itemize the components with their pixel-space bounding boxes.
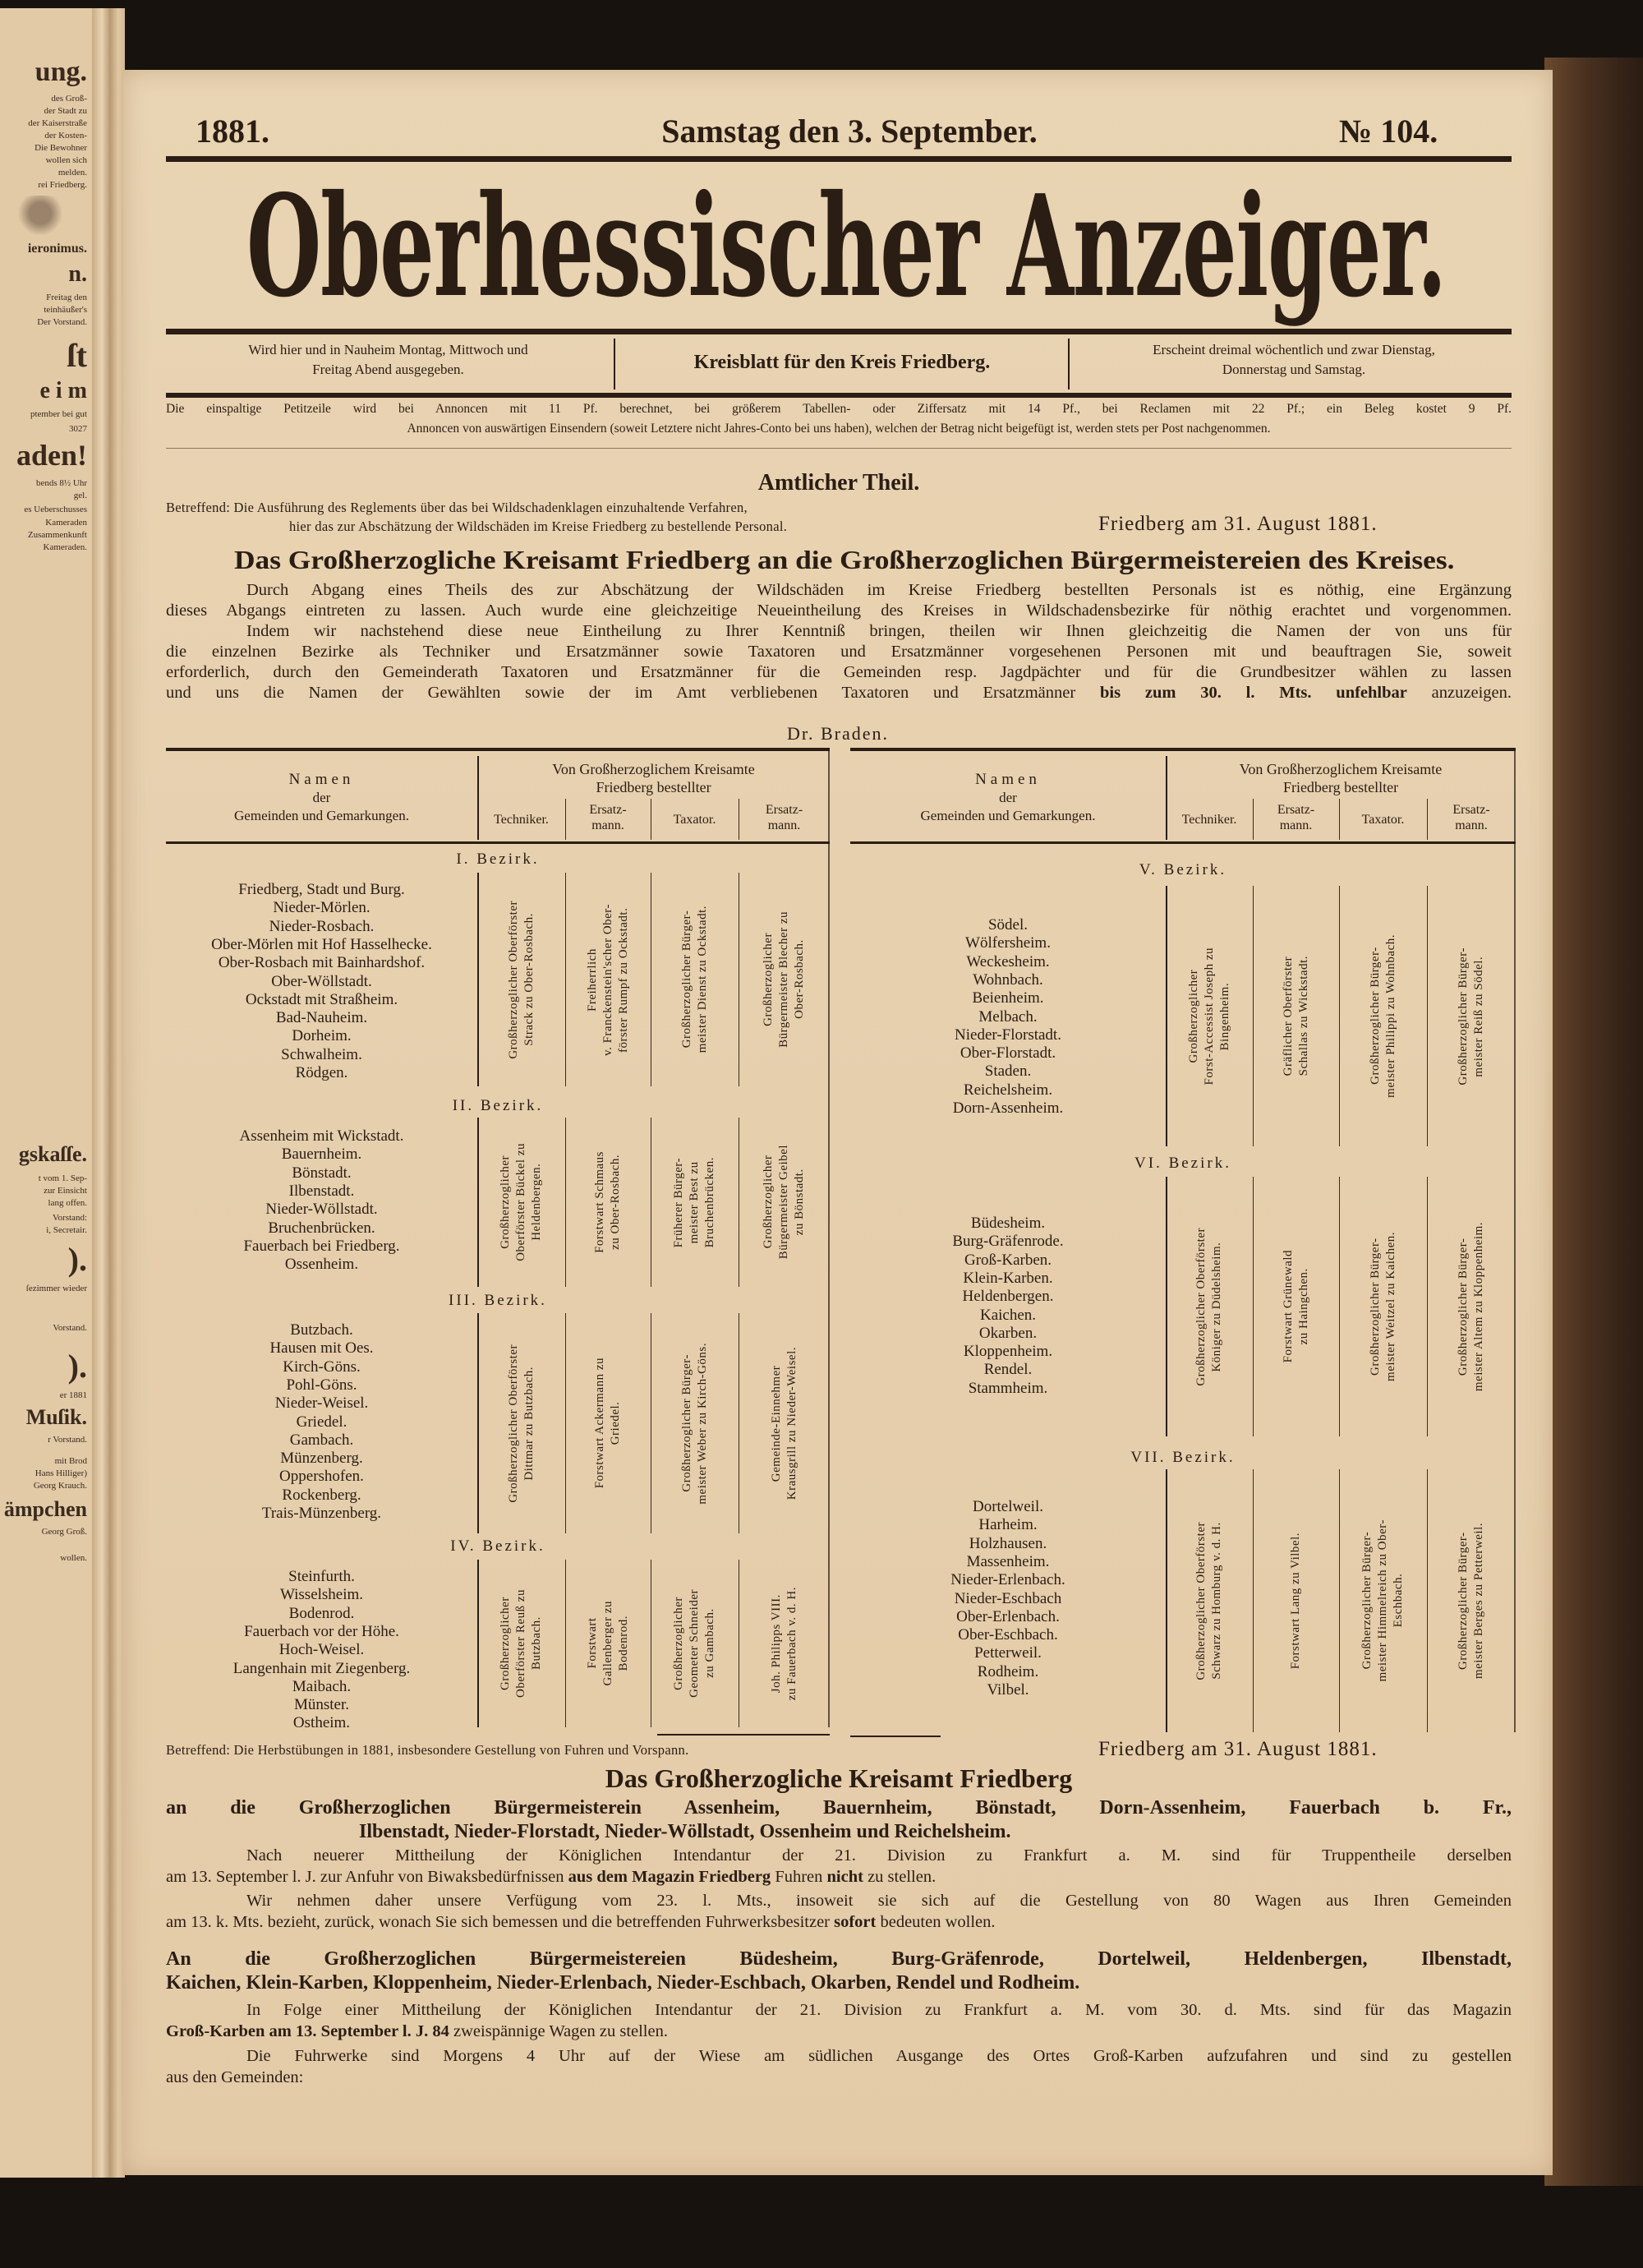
text-run: Durch Abgang eines Theils des zur Abschätzung der Wildschäden im Kreise Friedberg bestellten Personals ist es nöthig, eine Ergänzung: [246, 581, 1512, 599]
adjacent-page-text: mit Brod: [54, 1456, 87, 1466]
official-name: Joh. Philipps VIII. zu Fauerbach v. d. H.: [769, 1586, 798, 1701]
official-cell: [651, 1560, 739, 1727]
body-line: [246, 2046, 1512, 2066]
names-column-header: der: [999, 790, 1017, 805]
official-cell: [565, 1560, 651, 1727]
official-cell: [1427, 886, 1516, 1146]
official-name: Gemeinde-Einnehmer Krausgrill zu Nieder-Weisel.: [769, 1346, 798, 1500]
district-label: I. Bezirk.: [456, 850, 540, 868]
table-rule-top: [166, 748, 830, 751]
issue-date: Samstag den 3. September.: [661, 113, 1038, 150]
official-name: Großherzoglicher Geometer Schneider zu Gambach.: [672, 1589, 716, 1698]
adjacent-page-text: ſt: [67, 337, 87, 374]
text-run: anzuzeigen.: [1406, 684, 1512, 702]
text-run: und uns die Namen der Gewählten sowie der im Amt verbliebenen Taxatoren und Ersatzmänner: [166, 684, 1100, 702]
official-cell: [1339, 1469, 1427, 1732]
body-line: [246, 1891, 1512, 1911]
place-name: Ossenheim.: [284, 1256, 359, 1274]
body-line: [246, 580, 1512, 600]
adjacent-page-text: ptember bei gut: [30, 409, 87, 419]
body-line: [166, 662, 1512, 682]
woodcut-illustration: [12, 196, 69, 235]
text-run: die einzelnen Bezirke als Techniker und Ersatzmänner sowie Taxatoren und Ersatzmänner vorgesehenen Personen mit und beauftragen Sie, soweit: [166, 643, 1512, 661]
official-name: Großherzoglicher Oberförster Strack zu Ober-Rosbach.: [506, 900, 536, 1059]
text-run: dieses Abgangs eintreten zu lassen. Auch wurde eine gleichzeitige Neueintheilung des Kreises in Wildschadensbezirke für nöthig erachtet und vorgenommen.: [166, 602, 1512, 620]
notice-heading: Das Großherzogliche Kreisamt Friedberg: [605, 1763, 1073, 1793]
body-line: [166, 601, 1512, 620]
official-cell: [1253, 1177, 1339, 1436]
official-name: Großherzoglicher Oberförster Schwarz zu Homburg v. d. H.: [1194, 1521, 1223, 1680]
book-binding-edge: [1544, 58, 1643, 2186]
text-run: Wir nehmen daher unsere Verfügung vom 23. l. Mts., insoweit sie sich auf die Gestellung von 80 Wagen aus Ihren Gemeinden: [246, 1892, 1512, 1910]
place-name: Wohnbach.: [973, 970, 1043, 989]
text-run: am 13. September l. J. zur Anfuhr von Biwaksbedürfnissen: [166, 1868, 568, 1886]
official-name: Großherzoglicher Oberförster Bückel zu Heldenbergen.: [499, 1143, 543, 1261]
officials-group-header: Friedberg bestellter: [596, 779, 711, 795]
official-name: Forstwart Gallenberger zu Bodenrod.: [585, 1601, 630, 1686]
place-name: Bad-Nauheim.: [275, 1009, 368, 1027]
place-name: Kloppenheim.: [963, 1343, 1053, 1361]
place-name: Kirch-Göns.: [283, 1358, 361, 1376]
body-line: [246, 2000, 1512, 2020]
place-name: Oppershofen.: [279, 1468, 364, 1486]
text-run: Ilbenstadt, Nieder-Florstadt, Nieder-Wöllstadt, Ossenheim und Reichelsheim.: [359, 1821, 1011, 1842]
adjacent-page-text: Vorstand.: [53, 1323, 87, 1333]
info-line: Freitag Abend ausgegeben.: [312, 362, 464, 377]
place-name: Beienheim.: [972, 989, 1044, 1007]
newspaper-title-wrap: [246, 164, 1447, 329]
text-run: Die Fuhrwerke sind Morgens 4 Uhr auf der Wiese am südlichen Ausgange des Ortes Groß-Karben aufzufahren und sind zu gestellen: [246, 2047, 1512, 2065]
official-cell: [565, 1118, 651, 1287]
official-cell: [1253, 886, 1339, 1146]
place-name: Södel.: [987, 916, 1029, 933]
official-cell: [1253, 1469, 1339, 1732]
adjacent-page-text: des Groß-: [51, 94, 87, 104]
emphasis-text: bis zum 30. l. Mts. unfehlbar: [1100, 684, 1407, 702]
body-line: [246, 1846, 1512, 1865]
info-line: Wird hier und in Nauheim Montag, Mittwoch und: [248, 342, 528, 357]
place-name: Steinfurth.: [288, 1568, 355, 1585]
adjacent-page-text: teinhäußer's: [44, 305, 87, 315]
place-name: Nieder-Eschbach: [954, 1589, 1062, 1607]
officials-group-header: Friedberg bestellter: [1282, 779, 1399, 795]
text-run: zu stellen.: [863, 1868, 937, 1886]
address-line: [166, 1948, 1512, 1971]
official-cell: [651, 873, 739, 1086]
official-name: Großherzoglicher Bürger- meister Himmelreich zu Ober- Eschbach.: [1360, 1519, 1405, 1682]
official-name: Großherzoglicher Bürgermeister Blecher zu Ober-Rosbach.: [762, 911, 806, 1048]
place-name: Schwalheim.: [281, 1045, 362, 1063]
place-name: Trais-Münzenberg.: [261, 1505, 382, 1522]
adjacent-page-text: gskaſſe.: [18, 1142, 87, 1166]
adjacent-page-text: Der Vorstand.: [37, 317, 87, 327]
district-label: VII. Bezirk.: [1130, 1449, 1236, 1466]
issue-number: № 104.: [1339, 113, 1438, 150]
place-name: Nieder-Mörlen.: [273, 899, 370, 917]
place-name: Weckesheim.: [966, 952, 1050, 970]
names-column-header: Gemeinden und Gemarkungen.: [920, 808, 1096, 823]
place-name: Ober-Wöllstadt.: [271, 972, 372, 990]
adjacent-page-strip: [0, 8, 92, 2178]
official-cell: [477, 1313, 565, 1533]
body-line: [166, 642, 1512, 662]
body-line: [166, 2067, 1512, 2087]
official-cell: [739, 1118, 830, 1287]
notice-subject-line: Betreffend: Die Ausführung des Reglements über das bei Wildschadenklagen einzuhaltende Verfahren,: [166, 500, 748, 515]
place-name: Ockstadt mit Straßheim.: [245, 990, 398, 1008]
place-name: Ober-Eschbach.: [958, 1626, 1058, 1644]
place-name: Ober-Florstadt.: [960, 1044, 1056, 1063]
masthead-rule-bottom: [166, 393, 1512, 398]
text-run: Kaichen, Klein-Karben, Kloppenheim, Nieder-Erlenbach, Nieder-Eschbach, Okarben, Rendel und Rodheim.: [166, 1972, 1080, 1994]
table-rule-bottom: [657, 1734, 830, 1736]
column-header: Ersatz- mann.: [765, 803, 803, 832]
adjacent-page-text: ieronimus.: [27, 242, 87, 256]
official-name: Großherzoglicher Oberförster Reuß zu Butzbach.: [499, 1589, 543, 1698]
official-name: Forstwart Ackermann zu Griedel.: [593, 1358, 622, 1489]
adjacent-page-text: Die Bewohner: [35, 143, 87, 153]
place-name: Bauernheim.: [281, 1146, 362, 1164]
adjacent-page-text: Kameraden.: [43, 542, 87, 552]
place-name: Maibach.: [292, 1677, 352, 1695]
masthead-rule-top: [166, 156, 1512, 162]
adjacent-page-text: aden!: [16, 439, 87, 472]
notice-heading: Das Großherzogliche Kreisamt Friedberg an die Großherzoglichen Bürgermeistereien des Kreises.: [234, 545, 1455, 574]
place-name: Wisselsheim.: [279, 1586, 364, 1604]
place-name: Nieder-Weisel.: [274, 1394, 369, 1413]
place-name: Butzbach.: [290, 1321, 353, 1339]
address-line: [166, 1796, 1512, 1819]
place-name: Kaichen.: [979, 1306, 1037, 1324]
newspaper-title: Oberhessischer Anzeiger.: [246, 164, 1447, 329]
place-name: Griedel.: [296, 1413, 347, 1431]
adjacent-page-text: der Kosten-: [44, 131, 87, 141]
place-name: Friedberg, Stadt und Burg.: [238, 881, 405, 898]
text-run: In Folge einer Mittheilung der Königlichen Intendantur der 21. Division zu Frankfurt a. M. vom 30. d. Mts. sind für das Magazin: [246, 2001, 1512, 2019]
place-name: Gambach.: [289, 1431, 354, 1449]
official-name: Gräflicher Oberförster Schallas zu Wickstadt.: [1281, 956, 1310, 1076]
place-name: Holzhausen.: [969, 1534, 1047, 1552]
frequency-info: [1072, 340, 1516, 380]
official-cell: [565, 1313, 651, 1533]
official-cell: [1427, 1469, 1516, 1732]
adjacent-page-text: 3027: [69, 424, 87, 434]
place-name: Rockenberg.: [282, 1486, 361, 1504]
adjacent-page-text: Georg Groß.: [41, 1527, 87, 1537]
table-rule-header: [850, 841, 1516, 844]
official-cell: [477, 873, 565, 1086]
place-name: Münster.: [293, 1696, 350, 1714]
place-name: Dorheim.: [292, 1027, 352, 1045]
official-name: Forstwart Lang zu Vilbel.: [1289, 1532, 1302, 1670]
place-name: Ober-Mörlen mit Hof Hasselhecke.: [211, 935, 432, 953]
official-cell: [739, 873, 830, 1086]
place-name: Fauerbach bei Friedberg.: [243, 1237, 400, 1255]
adjacent-page-text: der Stadt zu: [44, 106, 87, 116]
adjacent-page-text: Georg Krauch.: [33, 1481, 87, 1491]
place-name: Ilbenstadt.: [288, 1182, 355, 1200]
official-name: Großherzoglicher Bürger- meister Weber zu Kirch-Göns.: [679, 1342, 709, 1505]
place-name: Dorn-Assenheim.: [952, 1099, 1064, 1117]
official-name: Großherzoglicher Oberförster Königer zu Düdelsheim.: [1194, 1227, 1223, 1386]
names-column-header: Namen: [288, 771, 355, 788]
place-name: Rödgen.: [295, 1064, 348, 1081]
text-run: erforderlich, durch den Gemeinderath Taxatoren und Ersatzmänner für die Gemeinden resp. Jagdpächter und für die Grundbesitzer wählen zu lassen: [166, 663, 1512, 681]
place-name: Rodheim.: [977, 1662, 1039, 1680]
notice-dateline: Friedberg am 31. August 1881.: [1098, 513, 1378, 535]
adjacent-page-text: ).: [67, 1348, 87, 1385]
adjacent-page-text: ämpchen: [3, 1497, 87, 1521]
place-name: Ober-Rosbach mit Bainhardshof.: [218, 954, 426, 972]
officials-group-header: Von Großherzoglichem Kreisamte: [1239, 761, 1443, 777]
place-name: Staden.: [984, 1063, 1032, 1081]
emphasis-text: nicht: [826, 1868, 863, 1886]
place-name: Vilbel.: [987, 1681, 1029, 1699]
official-cell: [1166, 886, 1253, 1146]
place-name: Massenheim.: [966, 1552, 1050, 1570]
adjacent-page-text: gel.: [73, 491, 87, 500]
official-cell: [739, 1560, 830, 1727]
official-cell: [1166, 1469, 1253, 1732]
divider: [614, 339, 615, 390]
official-name: Großherzoglicher Bürger- meister Reiß zu Södel.: [1457, 947, 1485, 1086]
emphasis-text: sofort: [834, 1913, 877, 1931]
body-line: [166, 1867, 1512, 1887]
table-rule-top: [850, 748, 1516, 751]
place-name: Ober-Erlenbach.: [956, 1607, 1060, 1625]
place-name: Reichelsheim.: [963, 1081, 1053, 1099]
official-name: Großherzoglicher Bürger- meister Altem zu Kloppenheim.: [1457, 1221, 1485, 1392]
official-cell: [739, 1313, 830, 1533]
official-cell: [565, 873, 651, 1086]
place-name: Nieder-Florstadt.: [955, 1026, 1061, 1044]
emphasis-text: aus dem Magazin Friedberg: [568, 1868, 771, 1886]
names-column-header: Gemeinden und Gemarkungen.: [234, 808, 409, 823]
text-run: aus den Gemeinden:: [166, 2068, 304, 2086]
kreisblatt-label: Kreisblatt für den Kreis Friedberg.: [693, 352, 991, 373]
adjacent-page-text: lang offen.: [48, 1198, 87, 1208]
place-name: Harheim.: [978, 1516, 1038, 1534]
adjacent-page-text: wollen sich: [45, 155, 87, 165]
official-cell: [1339, 1177, 1427, 1436]
table-border: [1514, 748, 1516, 1732]
place-name: Nieder-Rosbach.: [269, 917, 375, 935]
place-name: Melbach.: [978, 1007, 1038, 1026]
adjacent-page-text: Muſik.: [25, 1405, 87, 1429]
address-line: [166, 1971, 1512, 1994]
district-label: IV. Bezirk.: [450, 1537, 545, 1555]
divider: [1068, 339, 1070, 390]
table-border: [828, 748, 830, 1727]
place-name: Groß-Karben.: [964, 1251, 1052, 1269]
official-cell: [1339, 886, 1427, 1146]
district-label: VI. Bezirk.: [1134, 1155, 1231, 1172]
official-name: Forstwart Schmaus zu Ober-Rosbach.: [593, 1151, 622, 1253]
column-header: Techniker.: [494, 813, 549, 827]
official-name: Früherer Bürger- meister Best zu Bruchenbrücken.: [672, 1156, 716, 1248]
adjacent-page-text: ).: [67, 1241, 87, 1278]
text-run: an die Großherzoglichen Bürgermeisterein Assenheim, Bauernheim, Bönstadt, Dorn-Assenheim, Fauerbach b. Fr.,: [166, 1797, 1512, 1819]
table-rule-header: [166, 841, 830, 844]
info-line: Donnerstag und Samstag.: [1222, 362, 1366, 377]
column-header: Taxator.: [673, 813, 716, 827]
place-name: Heldenbergen.: [962, 1288, 1054, 1306]
column-header: Ersatz- mann.: [1452, 803, 1490, 832]
place-name: Hoch-Weisel.: [278, 1641, 365, 1659]
place-name: Büdesheim.: [970, 1215, 1046, 1232]
official-cell: [651, 1313, 739, 1533]
column-header: Ersatz- mann.: [1277, 803, 1315, 832]
names-column-header: der: [312, 790, 331, 805]
official-name: Großherzoglicher Bürger- meister Berges zu Petterweil.: [1457, 1522, 1485, 1679]
adjacent-page-text: Vorstand:: [53, 1213, 87, 1223]
official-name: Großherzoglicher Bürger- meister Weitzel zu Kaichen.: [1368, 1232, 1397, 1381]
adjacent-page-text: bends 8½ Uhr: [35, 478, 87, 488]
official-name: Großherzoglicher Bürger- meister Dienst zu Ockstadt.: [679, 906, 709, 1053]
official-cell: [651, 1118, 739, 1287]
address-line: [359, 1820, 1512, 1843]
official-name: Forstwart Grünewald zu Haingchen.: [1281, 1250, 1310, 1363]
place-name: Pohl-Göns.: [286, 1376, 357, 1394]
adjacent-page-text: es Ueberschusses: [24, 505, 87, 514]
district-label: V. Bezirk.: [1139, 861, 1227, 878]
place-name: Nieder-Erlenbach.: [950, 1571, 1065, 1589]
issue-year: 1881.: [196, 113, 269, 150]
text-run: Indem wir nachstehend diese neue Eintheilung zu Ihrer Kenntniß bringen, theilen wir Ihnen gleichzeitig die Namen der von uns für: [246, 622, 1512, 640]
place-name: Bruchenbrücken.: [268, 1219, 375, 1237]
place-name: Wölfersheim.: [965, 934, 1051, 952]
place-name: Nieder-Wöllstadt.: [265, 1201, 378, 1219]
section-title: Amtlicher Theil.: [757, 470, 920, 496]
official-cell: [1166, 1177, 1253, 1436]
place-name: Ostheim.: [292, 1714, 351, 1732]
table-rule-bottom: [850, 1736, 941, 1737]
pricing-notice-line: Annoncen von auswärtigen Einsendern (soweit Letztere nicht Jahres-Conto bei uns haben), welchen der Betrag nicht beigefügt ist, werden stets per Post nachgenommen.: [407, 422, 1271, 436]
place-name: Bodenrod.: [288, 1604, 355, 1622]
page-gutter: [92, 8, 125, 2178]
info-line: Erscheint dreimal wöchentlich und zwar Dienstag,: [1153, 342, 1435, 357]
pricing-notice-line: Die einspaltige Petitzeile wird bei Annoncen mit 11 Pf. berechnet, bei größerem Tabellen- oder Ziffersatz mit 14 Pf., bei Reclamen mit 22 Pf.; ein Beleg kostet 9 Pf.: [166, 402, 1512, 416]
text-run: An die Großherzoglichen Bürgermeistereien Büdesheim, Burg-Gräfenrode, Dortelweil, Heldenbergen, Ilbenstadt,: [166, 1948, 1512, 1970]
place-name: Stammheim.: [968, 1379, 1048, 1397]
notice-heading-wrap: [234, 544, 1454, 575]
publication-days-info: [164, 340, 612, 380]
column-header: Taxator.: [1361, 813, 1405, 827]
masthead-rule-mid: [166, 329, 1512, 334]
official-name: Großherzoglicher Oberförster Dittmar zu Butzbach.: [506, 1344, 536, 1503]
notice-subject-line: Betreffend: Die Herbstübungen in 1881, insbesondere Gestellung von Fuhren und Vorspann.: [166, 1742, 689, 1758]
district-label: III. Bezirk.: [449, 1292, 547, 1309]
text-run: zweispännige Wagen zu stellen.: [449, 2022, 668, 2040]
official-cell: [1427, 1177, 1516, 1436]
adjacent-page-text: er 1881: [59, 1390, 87, 1400]
adjacent-page-text: ung.: [35, 57, 87, 87]
place-name: Petterweil.: [974, 1644, 1042, 1662]
adjacent-page-text: n.: [68, 261, 87, 287]
adjacent-page-text: e i m: [39, 378, 87, 403]
notice-subject-line: hier das zur Abschätzung der Wildschäden im Kreise Friedberg zu bestellende Personal.: [289, 519, 788, 534]
district-label: II. Bezirk.: [452, 1097, 544, 1114]
place-name: Langenhain mit Ziegenberg.: [232, 1659, 411, 1677]
adjacent-page-text: i, Secretair.: [46, 1225, 87, 1235]
adjacent-page-text: rei Friedberg.: [38, 180, 87, 190]
place-name: Assenheim mit Wickstadt.: [239, 1127, 404, 1145]
place-name: Hausen mit Oes.: [269, 1339, 374, 1358]
body-line: [246, 621, 1512, 641]
column-header: Techniker.: [1181, 813, 1237, 827]
text-run: am 13. k. Mts. bezieht, zurück, wonach Sie sich bemessen und die betreffenden Fuhrwerksbesitzer: [166, 1913, 835, 1931]
official-cell: [477, 1560, 565, 1727]
adjacent-page-text: der Kaiserstraße: [28, 118, 87, 128]
adjacent-page-text: r Vorstand.: [48, 1435, 87, 1445]
text-run: bedeuten wollen.: [876, 1913, 996, 1931]
place-name: Dortelweil.: [972, 1498, 1043, 1515]
text-run: Nach neuerer Mittheilung der Königlichen Intendantur der 21. Division zu Frankfurt a. M. sind für Truppentheile derselben: [246, 1846, 1512, 1865]
place-name: Klein-Karben.: [963, 1269, 1053, 1287]
emphasis-text: Groß-Karben am 13. September l. J. 84: [166, 2022, 449, 2040]
body-line: [166, 1912, 1512, 1932]
official-name: Großherzoglicher Bürger- meister Philippi zu Wohnbach.: [1368, 934, 1397, 1098]
officials-group-header: Von Großherzoglichem Kreisamte: [552, 761, 755, 777]
official-name: Großherzoglicher Bürgermeister Geibel zu Bönstadt.: [762, 1145, 806, 1260]
place-name: Okarben.: [978, 1324, 1038, 1342]
notice-dateline: Friedberg am 31. August 1881.: [1098, 1738, 1378, 1760]
adjacent-page-text: wollen.: [60, 1553, 87, 1563]
body-line: [166, 683, 1512, 703]
place-name: Rendel.: [983, 1361, 1033, 1379]
adjacent-page-text: ſezimmer wieder: [25, 1284, 87, 1293]
signature: Dr. Braden.: [786, 723, 890, 744]
adjacent-page-text: t vom 1. Sep-: [38, 1173, 87, 1183]
column-header: Ersatz- mann.: [589, 803, 627, 832]
place-name: Fauerbach vor der Höhe.: [244, 1622, 399, 1640]
official-cell: [477, 1118, 565, 1287]
place-name: Bönstadt.: [292, 1164, 352, 1182]
official-name: Großherzoglicher Forst-Accessist Joseph zu Bingenheim.: [1186, 947, 1231, 1086]
adjacent-page-text: Freitag den: [46, 293, 87, 302]
adjacent-page-text: Hans Hilliger): [35, 1468, 87, 1478]
official-name: Freiherrlich v. Franckenstein'scher Ober- förster Rumpf zu Ockstadt.: [585, 903, 630, 1056]
place-name: Burg-Gräfenrode.: [952, 1233, 1064, 1251]
text-run: Fuhren: [771, 1868, 827, 1886]
adjacent-page-text: Zusammenkunft: [27, 530, 87, 540]
adjacent-page-text: Kameraden: [45, 518, 87, 528]
adjacent-page-text: melden.: [58, 168, 87, 177]
divider: [166, 448, 1512, 449]
body-line: [166, 2021, 1512, 2041]
place-name: Münzenberg.: [280, 1450, 363, 1468]
names-column-header: Namen: [975, 771, 1041, 788]
adjacent-page-text: zur Einsicht: [44, 1186, 87, 1196]
